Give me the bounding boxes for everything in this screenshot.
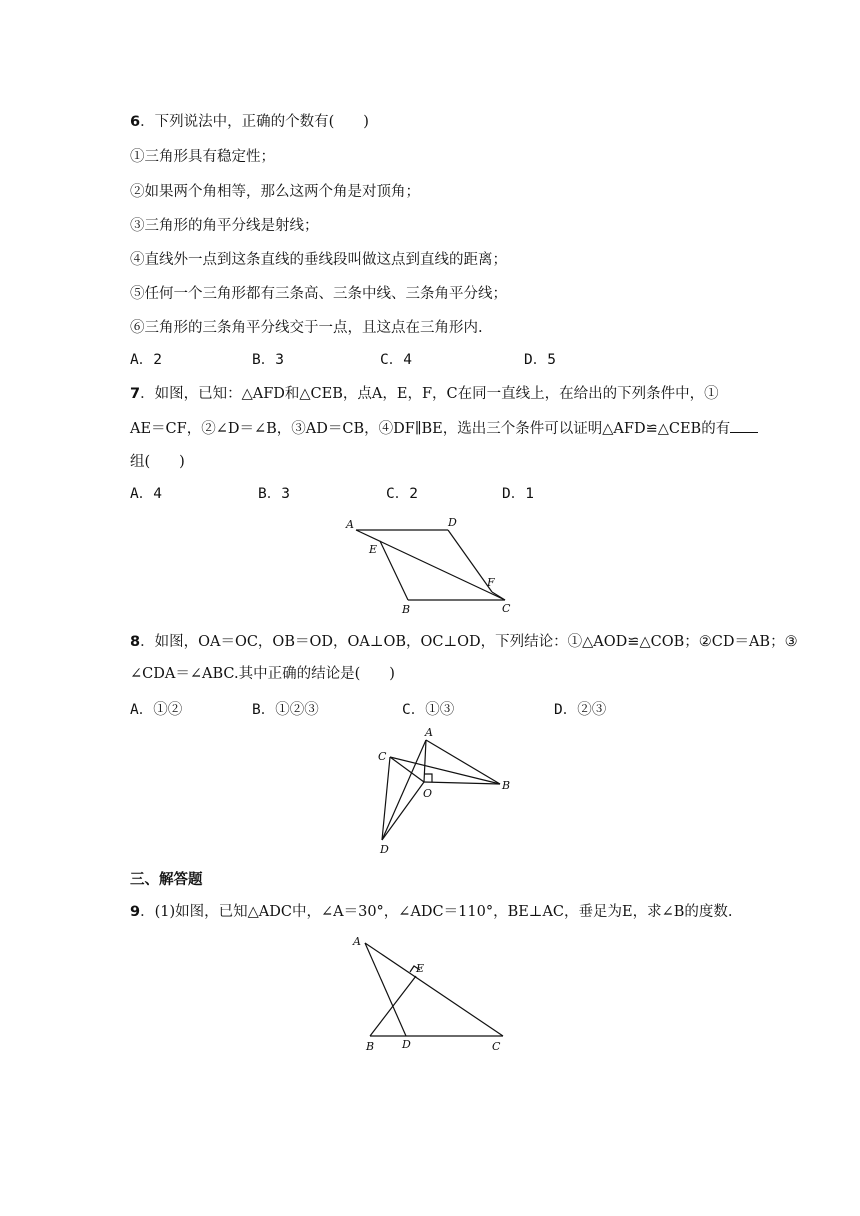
q7-label-c: C bbox=[502, 602, 511, 615]
q9-label-d: D bbox=[402, 1038, 411, 1051]
q8-label-b: B bbox=[502, 779, 511, 792]
q8-option-c: C．①③ bbox=[402, 702, 455, 718]
q6-item-5: ⑤任何一个三角形都有三条高、三条中线、三条角平分线； bbox=[130, 286, 507, 302]
q6-stem-text: ．下列说法中，正确的个数有( ) bbox=[140, 114, 369, 130]
q7-line-1-text: ．如图，已知：△AFD和△CEB，点A，E，F，C在同一直线上，在给出的下列条件中，① bbox=[140, 386, 719, 402]
q6-item-4: ④直线外一点到这条直线的垂线段叫做这点到直线的距离； bbox=[130, 252, 507, 268]
q7-label-a: A bbox=[346, 518, 354, 531]
q8-label-o: O bbox=[423, 787, 433, 800]
q6-option-a: A．2 bbox=[130, 352, 162, 368]
q7-label-d: D bbox=[448, 516, 457, 529]
q8-label-d: D bbox=[380, 843, 389, 856]
q6-option-d: D．5 bbox=[524, 352, 556, 368]
q7-option-b: B．3 bbox=[258, 486, 290, 502]
q8-option-d: D．②③ bbox=[554, 702, 607, 718]
q9-stem-text: ．(1)如图，已知△ADC中，∠A＝30°，∠ADC＝110°，BE⊥AC，垂足为E，求∠B的度数. bbox=[140, 904, 733, 920]
q6-number: 6 bbox=[130, 114, 141, 130]
q8-label-a: A bbox=[425, 726, 433, 739]
q9-number: 9 bbox=[130, 904, 141, 920]
q8-number: 8 bbox=[130, 634, 141, 650]
q8-line-2: ∠CDA＝∠ABC.其中正确的结论是( ) bbox=[130, 666, 395, 682]
q6-item-2: ②如果两个角相等，那么这两个角是对顶角； bbox=[130, 184, 420, 200]
q8-option-b: B．①②③ bbox=[252, 702, 319, 718]
q9-label-e: E bbox=[416, 962, 425, 975]
q7-label-b: B bbox=[402, 603, 411, 616]
q7-number: 7 bbox=[130, 386, 141, 402]
q8-line-1-text: ．如图，OA＝OC，OB＝OD，OA⊥OB，OC⊥OD，下列结论：①△AOD≌△COB；②CD＝AB；③ bbox=[140, 634, 798, 650]
q9-label-c: C bbox=[492, 1040, 501, 1053]
q7-option-a: A．4 bbox=[130, 486, 162, 502]
q7-line-3: 组( ) bbox=[130, 454, 185, 470]
q6-item-1: ①三角形具有稳定性； bbox=[130, 149, 275, 165]
q7-option-d: D．1 bbox=[502, 486, 534, 502]
q7-line-2-text: AE＝CF，②∠D＝∠B，③AD＝CB，④DF∥BE，选出三个条件可以证明△AFD≌△CEB的有 bbox=[130, 421, 731, 437]
q7-label-e: E bbox=[369, 543, 378, 556]
q6-item-6: ⑥三角形的三条角平分线交于一点，且这点在三角形内. bbox=[130, 320, 483, 336]
q9-segment-be bbox=[370, 976, 416, 1036]
section-heading: 三、解答题 bbox=[130, 872, 203, 888]
q9-label-b: B bbox=[366, 1040, 375, 1053]
q9-label-a: A bbox=[353, 935, 361, 948]
q6-item-3: ③三角形的角平分线是射线； bbox=[130, 218, 319, 234]
q7-label-f: F bbox=[487, 576, 495, 589]
q6-option-c: C．4 bbox=[380, 352, 412, 368]
q6-option-b: B．3 bbox=[252, 352, 284, 368]
q7-option-c: C．2 bbox=[386, 486, 418, 502]
q8-label-c: C bbox=[378, 750, 387, 763]
q8-option-a: A．①② bbox=[130, 702, 183, 718]
